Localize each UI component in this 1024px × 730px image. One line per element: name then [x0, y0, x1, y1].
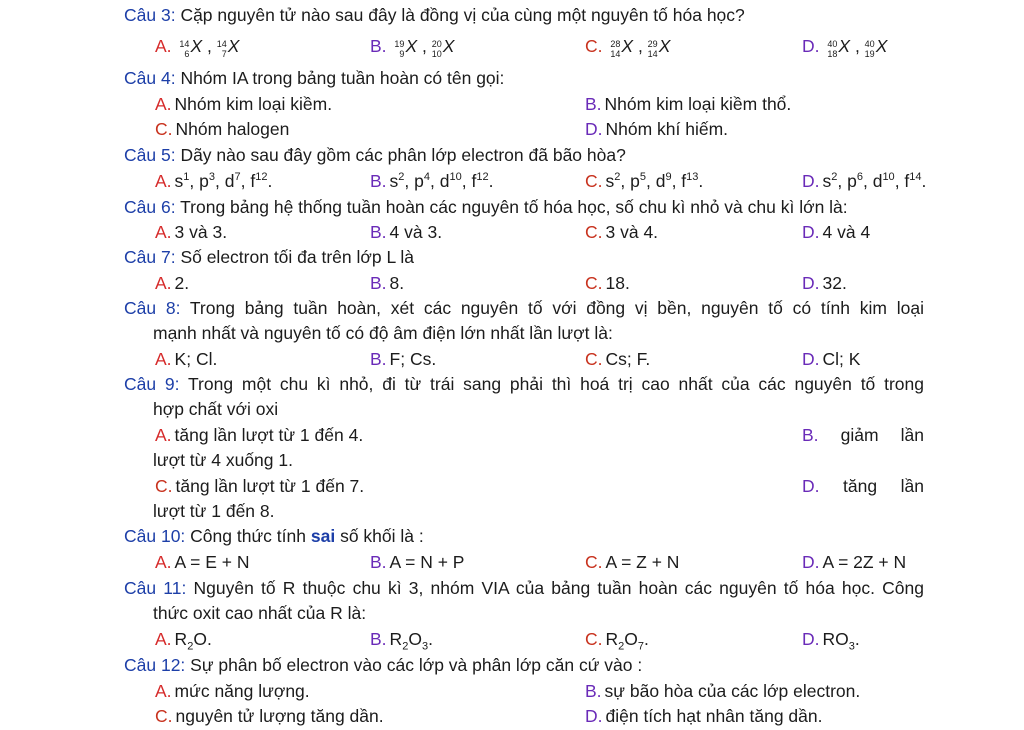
q7-option-a[interactable]: A. 2. — [155, 273, 190, 293]
question-9-line2 — [153, 397, 1024, 421]
q10-option-b[interactable]: B. A = N + P — [370, 552, 465, 572]
q7-options — [0, 271, 1024, 295]
q8-option-d[interactable]: D. Cl; K — [802, 349, 861, 369]
q8-option-b[interactable]: B. F; Cs. — [370, 349, 437, 369]
q5-option-d[interactable]: D. $s^2$, $p^6$, $d^{10}$, $f^{14}$. — [802, 171, 927, 191]
q8-option-c[interactable]: C. Cs; F. — [585, 349, 651, 369]
question-label: Câu 11: — [124, 578, 187, 598]
question-8 — [124, 296, 924, 320]
q5-option-c[interactable]: C. $s^2$, $p^5$, $d^9$, $f^{13}$. — [585, 171, 704, 191]
question-text-line2: mạnh nhất và nguyên tố có độ âm điện lớn nhất lần lượt là: — [153, 323, 613, 343]
q3-option-d[interactable]: D. 40 18X , 40 19X — [802, 36, 888, 59]
q6-option-d[interactable]: D. 4 và 4 — [802, 222, 871, 242]
q6-option-a[interactable]: A. 3 và 3. — [155, 222, 228, 242]
q8-options — [0, 347, 1024, 371]
q9-option-c[interactable]: C. tăng lần lượt từ 1 đến 7. — [155, 476, 365, 496]
question-text-line2: hợp chất với oxi — [153, 399, 279, 419]
q3-option-c[interactable]: C. 28 14X , 29 14X — [585, 36, 671, 59]
q5-option-a[interactable]: A. $s^1$, $p^3$, $d^7$, $f^{12}$. — [155, 171, 273, 191]
question-label: Câu 3: — [124, 5, 176, 25]
question-text: Sự phân bố electron vào các lớp và phân lớp căn cứ vào : — [190, 655, 643, 675]
q10-option-c[interactable]: C. A = Z + N — [585, 552, 680, 572]
q3-option-b[interactable]: B. 19 9X , 20 10X — [370, 36, 455, 59]
question-6 — [124, 195, 924, 219]
q9-option-a[interactable]: A. tăng lần lượt từ 1 đến 4. — [155, 425, 364, 445]
question-label: Câu 10: — [124, 526, 186, 546]
q8-option-a[interactable]: A. K; Cl. — [155, 349, 218, 369]
question-5 — [124, 143, 924, 167]
q12-options-row1 — [0, 679, 1024, 703]
emphasis-sai: sai — [310, 526, 336, 546]
q3-option-a[interactable]: A. 14 6X , 14 7X — [155, 36, 240, 59]
question-text-line1: Trong bảng tuần hoàn, xét các nguyên tố với đồng vị bền, nguyên tố có tính kim loại — [189, 298, 924, 318]
q9-options-row2 — [0, 474, 1024, 498]
question-text: Cặp nguyên tử nào sau đây là đồng vị của cùng một nguyên tố hóa học? — [180, 5, 745, 25]
q3-options — [0, 34, 1024, 58]
question-11 — [124, 576, 924, 600]
question-7 — [124, 245, 924, 269]
q10-options — [0, 550, 1024, 574]
q11-option-d[interactable]: D. $RO_3$. — [802, 629, 860, 653]
q4-option-a[interactable]: A. Nhóm kim loại kiềm. — [155, 94, 333, 114]
question-label: Câu 12: — [124, 655, 186, 675]
question-label: Câu 7: — [124, 247, 176, 267]
question-11-line2 — [153, 601, 1024, 625]
q10-option-a[interactable]: A. A = E + N — [155, 552, 250, 572]
q11-options — [0, 627, 1024, 651]
question-text: Dãy nào sau đây gồm các phân lớp electron đã bão hòa? — [180, 145, 626, 165]
question-3 — [124, 3, 924, 27]
question-text-line1: Nguyên tố R thuộc chu kì 3, nhóm VIA của bảng tuần hoàn các nguyên tố hóa học. Công — [193, 578, 924, 598]
q5-option-b[interactable]: B. $s^2$, $p^4$, $d^{10}$, $f^{12}$. — [370, 171, 494, 191]
q4-options-row1 — [0, 92, 1024, 116]
q11-option-a[interactable]: A. $R_2O$. — [155, 629, 212, 653]
q9-options-row1 — [0, 423, 1024, 447]
question-8-line2 — [153, 321, 1024, 345]
q9-option-b[interactable]: B. giảm lần — [802, 425, 924, 445]
question-label: Câu 4: — [124, 68, 176, 88]
question-text: Nhóm IA trong bảng tuần hoàn có tên gọi: — [180, 68, 505, 88]
q4-options-row2 — [0, 117, 1024, 141]
q7-option-c[interactable]: C. 18. — [585, 273, 630, 293]
q4-option-d[interactable]: D. Nhóm khí hiếm. — [585, 119, 729, 139]
q12-option-c[interactable]: C. nguyên tử lượng tăng dần. — [155, 706, 384, 726]
q4-option-b[interactable]: B. Nhóm kim loại kiềm thổ. — [585, 94, 792, 114]
q7-option-d[interactable]: D. 32. — [802, 273, 847, 293]
question-label: Câu 9: — [124, 374, 180, 394]
q12-option-d[interactable]: D. điện tích hạt nhân tăng dần. — [585, 706, 823, 726]
q11-option-b[interactable]: B. $R_2O_3$. — [370, 629, 433, 653]
q9-option-d[interactable]: D. tăng lần — [802, 476, 924, 496]
question-9 — [124, 372, 924, 396]
question-label: Câu 5: — [124, 145, 176, 165]
question-text-line2: thức oxit cao nhất của R là: — [153, 603, 367, 623]
q12-option-a[interactable]: A. mức năng lượng. — [155, 681, 310, 701]
question-4 — [124, 66, 924, 90]
q5-options — [0, 169, 1024, 193]
q9-option-d-cont: lượt từ 1 đến 8. — [153, 501, 275, 521]
q12-options-row2 — [0, 704, 1024, 728]
q12-option-b[interactable]: B. sự bão hòa của các lớp electron. — [585, 681, 861, 701]
question-text: Trong bảng hệ thống tuần hoàn các nguyên tố hóa học, số chu kì nhỏ và chu kì lớn là: — [180, 197, 848, 217]
q11-option-c[interactable]: C. $R_2O_7$. — [585, 629, 649, 653]
q9-option-b-cont: lượt từ 4 xuống 1. — [153, 450, 293, 470]
question-10: Câu 10: Công thức tính sai số khối là : — [124, 526, 424, 546]
question-text: Số electron tối đa trên lớp L là — [180, 247, 415, 267]
question-text-line1: Trong một chu kì nhỏ, đi từ trái sang phải thì hoá trị cao nhất của các nguyên tố trong — [188, 374, 924, 394]
q10-option-d[interactable]: D. A = 2Z + N — [802, 552, 907, 572]
q6-option-c[interactable]: C. 3 và 4. — [585, 222, 659, 242]
q7-option-b[interactable]: B. 8. — [370, 273, 405, 293]
question-label: Câu 6: — [124, 197, 176, 217]
q4-option-c[interactable]: C. Nhóm halogen — [155, 119, 290, 139]
question-12 — [124, 653, 924, 677]
q6-options — [0, 220, 1024, 244]
question-label: Câu 8: — [124, 298, 181, 318]
q6-option-b[interactable]: B. 4 và 3. — [370, 222, 443, 242]
